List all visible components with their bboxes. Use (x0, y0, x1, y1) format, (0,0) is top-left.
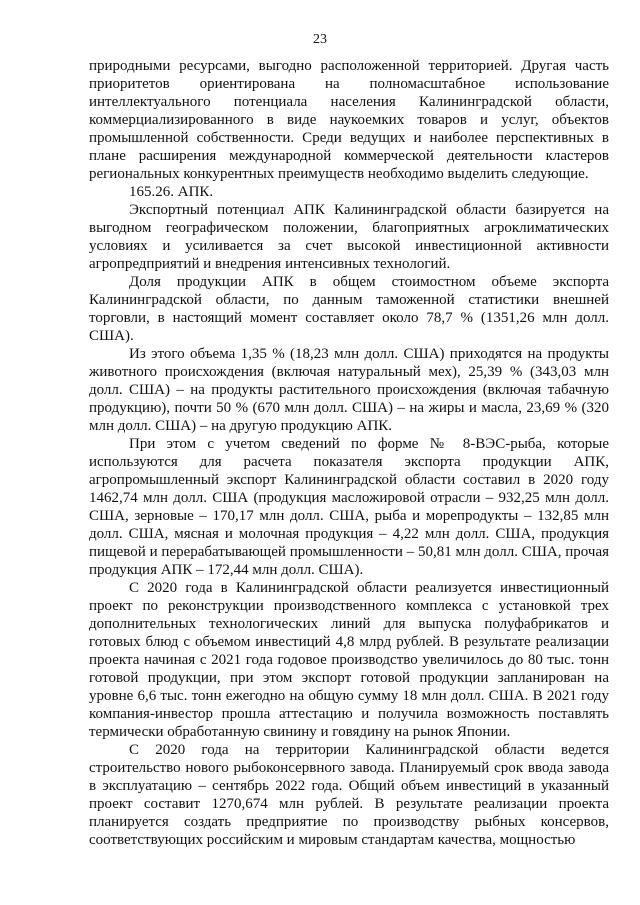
paragraph-fish-cannery: С 2020 года на территории Калининградской области ведется строительство нового рыбоконсервного завода. Планируемый срок ввода завода в эксплуатацию – сентябрь 2022 года. Общий объем инвестиций в указанный проект составит 1270,674 млн рублей. В результате реализации проекта планируется создать предприятие по производству рыбных консервов, соответствующих российским и мировым стандартам качества, мощностью (89, 742, 609, 848)
page-number: 23 (313, 32, 327, 47)
section-heading: 165.26. АПК. (129, 184, 214, 200)
document-body (89, 57, 609, 849)
paragraph-agro-export-2020: При этом с учетом сведений по форме № 8-ВЭС-рыба, которые используются для расчета показателя экспорта продукции АПК, агропромышленный экспорт Калининградской области составил в 2020 году 1462,74 млн долл. США (продукция масложировой отрасли – 932,25 млн долл. США, зерновые – 170,17 млн долл. США, рыба и морепродукты – 132,85 млн долл. США, мясная и молочная продукция – 4,22 млн долл. США, продукция пищевой и перерабатывающей промышленности – 50,81 млн долл. США, прочая продукция АПК – 172,44 млн долл. США). (89, 436, 609, 578)
paragraph-export-share: Доля продукции АПК в общем стоимостном объеме экспорта Калининградской области, по данным таможенной статистики внешней торговли, в настоящий момент составляет около 78,7 % (1351,26 млн долл. США). (89, 274, 609, 344)
paragraph-investment-project: С 2020 года в Калининградской области реализуется инвестиционный проект по реконструкции производственного комплекса с установкой трех дополнительных технологических линий для выпуска полуфабрикатов и готовых блюд с объемом инвестиций 4,8 млрд рублей. В результате реализации проекта начиная с 2021 года годовое производство увеличилось до 80 тыс. тонн готовой продукции, при этом экспорт готовой продукции запланирован на уровне 6,6 тыс. тонн ежегодно на общую сумму 18 млн долл. США. В 2021 году компания-инвестор прошла аттестацию и получила возможность поставлять термически обработанную свинину и говядину на рынок Японии. (89, 580, 609, 740)
paragraph-export-potential: Экспортный потенциал АПК Калининградской области базируется на выгодном географическом положении, благоприятных агроклиматических условиях и усиливается за счет высокой инвестиционной активности агропредприятий и внедрения интенсивных технологий. (89, 202, 609, 272)
paragraph-export-structure: Из этого объема 1,35 % (18,23 млн долл. США) приходятся на продукты животного происхождения (включая натуральный мех), 25,39 % (343,03 млн долл. США) – на продукты растительного происхождения (включая табачную продукцию), почти 50 % (670 млн долл. США) – на жиры и масла, 23,69 % (320 млн долл. США) – на другую продукцию АПК. (89, 346, 609, 434)
paragraph-continuation: природными ресурсами, выгодно расположенной территорией. Другая часть приоритетов ориентирована на полномасштабное использование интеллектуального потенциала населения Калининградской области, коммерциализированного в виде наукоемких товаров и услуг, объектов промышленной собственности. Среди ведущих и наиболее перспективных в плане расширения международной коммерческой деятельности кластеров региональных конкурентных преимуществ необходимо выделить следующие. (89, 58, 609, 182)
